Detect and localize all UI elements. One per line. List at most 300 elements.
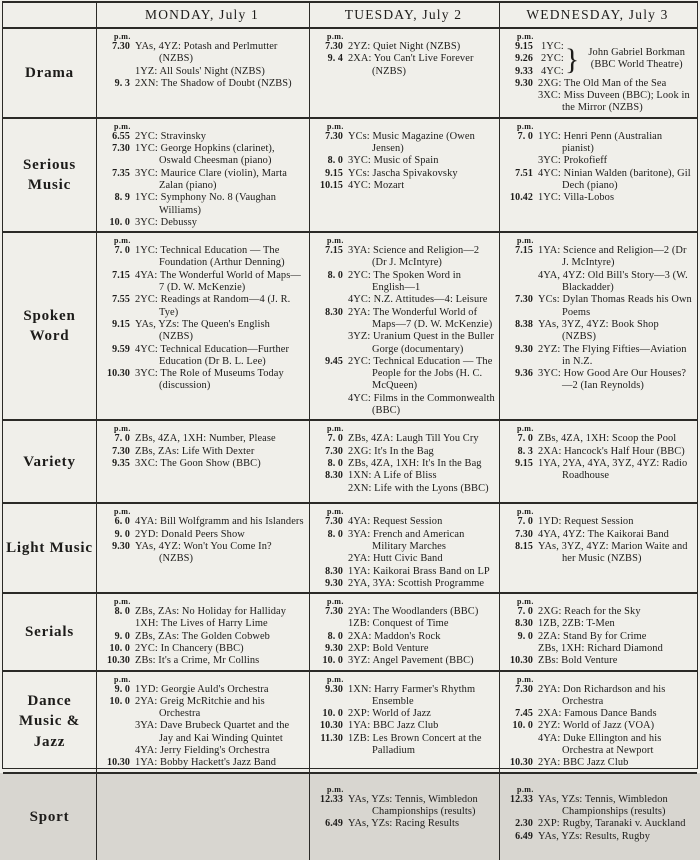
programme-entry	[502, 757, 693, 769]
programme-text: ZBs, ZAs: Life With Dexter	[135, 445, 255, 457]
entry-group-line	[502, 53, 564, 65]
category-row-sport	[3, 774, 697, 860]
programme-time: 8. 0	[327, 155, 343, 167]
programme-entry	[502, 319, 693, 344]
programme-entry	[99, 294, 305, 319]
category-label-sport	[3, 774, 97, 860]
programme-text: 2YA: Greig McRitchie and his Orchestra	[135, 695, 265, 720]
programme-entry	[99, 78, 305, 90]
schedule-cell-sport-day3	[500, 774, 697, 860]
header-row	[3, 3, 697, 29]
programme-entry	[502, 446, 693, 458]
programme-text: 1YD: Request Session	[538, 516, 634, 528]
programme-text: 2YC: The Spoken Word in English—1	[348, 269, 462, 294]
period-label: p.m.	[517, 236, 534, 246]
programme-entry	[312, 655, 495, 667]
programme-text: 3YA: French and American Military Marches	[348, 528, 465, 552]
corner-cell	[3, 3, 97, 27]
schedule-cell-serious-music-day1	[97, 119, 310, 231]
period-label: p.m.	[517, 597, 534, 607]
programme-text: 2XG: Reach for the Sky	[538, 606, 641, 618]
programme-time: 9. 0	[517, 630, 533, 642]
programme-time: 10.30	[107, 368, 130, 380]
programme-text: 3XC: The Goon Show (BBC)	[135, 457, 261, 469]
programme-time: 10.30	[510, 757, 533, 769]
programme-entry	[99, 745, 305, 757]
programme-time: 12.33	[320, 793, 343, 805]
programme-text: 1YC: Villa-Lobos	[538, 192, 615, 204]
schedule-cell-variety-day1	[97, 421, 310, 502]
programme-time: 8.38	[515, 318, 533, 330]
programme-time	[312, 618, 348, 630]
programme-time: 9. 0	[114, 630, 130, 642]
programme-entry	[502, 78, 693, 90]
programme-entry	[312, 733, 495, 758]
programme-text: 3YA: Science and Religion—2 (Dr J. McIntyre)	[348, 245, 480, 269]
programme-entry	[99, 606, 305, 618]
programme-time: 6.49	[515, 830, 533, 842]
programme-text: 2XG: It's In the Bag	[348, 445, 434, 457]
category-row-spoken-word	[3, 233, 697, 421]
programme-entry	[99, 655, 305, 667]
programme-entry	[312, 155, 495, 167]
programme-time: 9.15	[515, 457, 533, 469]
programme-time: 12.33	[510, 793, 533, 805]
programme-text: 4YA: Duke Ellington and his Orchestra at Newport	[538, 732, 662, 757]
programme-entry	[312, 818, 495, 830]
programme-time: 7.30	[515, 528, 533, 540]
programme-time	[99, 720, 135, 745]
programme-text: 3YA: Dave Brubeck Quartet and the Jay and Kai Winding Quintet	[135, 720, 290, 744]
programme-time: 7.30	[112, 143, 130, 155]
programme-time: 2.30	[515, 818, 533, 830]
schedule-cell-light-music-day1	[97, 504, 310, 592]
period-label: p.m.	[327, 32, 344, 41]
programme-time: 10.30	[320, 720, 343, 732]
programme-text: 2YC: Technical Education — The People for the Jobs (H. C. McQueen)	[348, 355, 493, 392]
category-row-variety	[3, 421, 697, 504]
programme-time: 8. 0	[114, 606, 130, 618]
programme-text: 1XH: The Lives of Harry Lime	[135, 618, 268, 630]
programme-time: 7. 0	[114, 433, 130, 445]
schedule-table	[2, 1, 698, 842]
period-label: p.m.	[517, 32, 534, 41]
programme-entry	[99, 433, 305, 445]
programme-time	[502, 155, 538, 167]
programme-text: 3YC: How Good Are Our Houses?—2 (Ian Reynolds)	[538, 368, 687, 392]
programme-text: ZBs, 4ZA, 1XH: It's In the Bag	[348, 457, 482, 469]
programme-entry	[502, 529, 693, 541]
schedule-cell-spoken-word-day1	[97, 233, 310, 419]
programme-entry	[502, 818, 693, 830]
category-label-text: Serious Music	[22, 156, 77, 193]
programme-entry	[312, 516, 495, 528]
programme-entry	[312, 433, 495, 445]
programme-time: 7.30	[325, 41, 343, 52]
programme-entry	[312, 708, 495, 720]
programme-entry	[502, 684, 693, 709]
programme-entry	[502, 541, 693, 566]
programme-entry	[312, 618, 495, 630]
programme-text: 4YA: The Wonderful World of Maps—7 (D. W. McKenzie)	[135, 269, 301, 294]
programme-entry	[502, 458, 693, 483]
programme-text: 1XN: A Life of Bliss	[348, 470, 437, 482]
programme-entry	[502, 368, 693, 393]
programme-entry	[312, 245, 495, 270]
programme-text: 2XP: World of Jazz	[348, 708, 432, 720]
programme-time: 8. 9	[114, 192, 130, 204]
programme-entry	[312, 53, 495, 78]
programme-time: 9.15	[515, 41, 533, 52]
programme-time: 7. 0	[517, 516, 533, 528]
category-row-serials	[3, 594, 697, 671]
programme-entry	[312, 470, 495, 482]
programme-text: 1YA, 2YA, 4YA, 3YZ, 4YZ: Radio Roadhouse	[538, 457, 688, 482]
programme-time	[502, 90, 538, 115]
programme-text: 3XC: Miss Duveen (BBC); Look in the Mirror (NZBS)	[538, 90, 690, 114]
programme-entry	[312, 446, 495, 458]
programme-entry	[502, 245, 693, 270]
programme-entry	[502, 90, 693, 115]
period-label: p.m.	[114, 32, 131, 41]
programme-entry	[99, 643, 305, 655]
period-label: p.m.	[114, 507, 131, 517]
programme-entry	[312, 578, 495, 590]
programme-time	[312, 553, 348, 565]
header-monday: MONDAY, July 1	[97, 3, 310, 27]
programme-entry	[502, 433, 693, 445]
programme-time: 8.30	[325, 565, 343, 577]
programme-time: 9.15	[112, 318, 130, 330]
programme-time: 7.30	[325, 130, 343, 142]
programme-time: 9.30	[325, 683, 343, 695]
programme-time: 10. 0	[322, 708, 343, 720]
programme-time: 10.30	[510, 655, 533, 667]
programme-time: 7.15	[325, 245, 343, 257]
programme-entry-group	[502, 41, 693, 78]
programme-text: 2YA: Don Richardson and his Orchestra	[538, 683, 666, 707]
programme-time: 9.45	[325, 355, 343, 367]
programme-text: 2YZ: Quiet Night (NZBS)	[348, 41, 461, 52]
programme-text: 2XA: Maddon's Rock	[348, 630, 441, 642]
category-row-dance-music-jazz	[3, 672, 697, 774]
schedule-cell-variety-day2	[310, 421, 500, 502]
period-label: p.m.	[114, 236, 131, 246]
programme-time: 7.30	[112, 41, 130, 52]
programme-time: 10.15	[320, 179, 343, 191]
programme-time: 7.30	[325, 445, 343, 457]
programme-text: 4YC: Technical Education—Further Education (Dr B. L. Lee)	[135, 343, 290, 367]
schedule-body	[3, 29, 697, 860]
programme-text: 2YC: Stravinsky	[135, 130, 207, 142]
programme-text: 2XA: You Can't Live Forever (NZBS)	[348, 53, 474, 77]
schedule-cell-drama-day2	[310, 29, 500, 117]
programme-text: YAs, YZs: Tennis, Wimbledon Championships (results)	[348, 793, 478, 817]
programme-text: 2YC: In Chancery (BBC)	[135, 642, 244, 654]
category-label-drama	[3, 29, 97, 117]
programme-text: 2XA: Famous Dance Bands	[538, 708, 657, 720]
programme-entry	[99, 143, 305, 168]
programme-entry	[99, 245, 305, 270]
schedule-cell-serials-day2	[310, 594, 500, 669]
programme-text: John Gabriel Borkman (BBC World Theatre)	[588, 47, 686, 71]
programme-entry	[99, 696, 305, 721]
brace-glyph: }	[564, 42, 580, 76]
programme-entry	[502, 720, 693, 732]
programme-time	[312, 483, 348, 495]
programme-entry	[312, 631, 495, 643]
programme-entry	[502, 168, 693, 193]
header-wednesday: WEDNESDAY, July 3	[526, 6, 669, 22]
period-label: p.m.	[327, 507, 344, 517]
programme-text: ZBs: It's a Crime, Mr Collins	[135, 655, 260, 667]
programme-entry	[99, 41, 305, 66]
category-label-text: Serials	[25, 623, 74, 640]
programme-text: 3YC: Prokofieff	[538, 155, 608, 167]
category-label-variety	[3, 421, 97, 502]
category-row-serious-music	[3, 119, 697, 233]
programme-entry	[312, 331, 495, 356]
programme-text: 1YD: Georgie Auld's Orchestra	[135, 683, 269, 695]
programme-time	[99, 618, 135, 630]
programme-text: 3YZ: Uranium Quest in the Buller Gorge (documentary)	[348, 331, 495, 355]
programme-entry	[99, 217, 305, 229]
programme-text: 2XA: Hancock's Half Hour (BBC)	[538, 445, 685, 457]
programme-entry	[312, 458, 495, 470]
programme-text: YAs, 4YZ: Won't You Come In? (NZBS)	[135, 540, 272, 565]
programme-time	[502, 270, 538, 295]
category-label-spoken-word	[3, 233, 97, 419]
schedule-cell-spoken-word-day2	[310, 233, 500, 419]
period-label: p.m.	[327, 784, 344, 794]
programme-entry	[99, 446, 305, 458]
programme-entry	[502, 155, 693, 167]
programme-time: 7.30	[325, 606, 343, 618]
programme-time: 8. 0	[327, 269, 343, 281]
programme-entry	[99, 516, 305, 528]
programme-text: 3YC: Debussy	[135, 216, 198, 228]
programme-time: 10. 0	[512, 720, 533, 732]
programme-entry	[99, 368, 305, 393]
programme-time: 9.30	[325, 642, 343, 654]
schedule-cell-serials-day3	[500, 594, 697, 669]
programme-entry	[502, 733, 693, 758]
programme-text: ZBs, 4ZA: Laugh Till You Cry	[348, 433, 479, 445]
programme-entry	[312, 294, 495, 306]
programme-text: 1ZB: Conquest of Time	[348, 618, 449, 630]
programme-entry	[312, 794, 495, 819]
programme-entry	[502, 708, 693, 720]
programme-entry	[99, 344, 305, 369]
programme-text: 4YA, 4YZ: The Kaikorai Band	[538, 528, 669, 540]
programme-text: ZBs, 4ZA, 1XH: Scoop the Pool	[538, 433, 677, 445]
period-label: p.m.	[114, 597, 131, 607]
programme-text: YAs, YZs: Racing Results	[348, 818, 460, 830]
programme-time: 7.51	[515, 167, 533, 179]
category-label-text: Light Music	[6, 540, 93, 557]
programme-time	[312, 294, 348, 306]
programme-entry	[312, 41, 495, 53]
programme-text: 4YA: Bill Wolfgramm and his Islanders	[135, 516, 304, 528]
programme-time: 10.30	[107, 757, 130, 769]
programme-entry	[312, 393, 495, 418]
programme-time: 8. 3	[517, 445, 533, 457]
category-label-text: Variety	[23, 453, 76, 470]
category-label-text: Sport	[29, 808, 70, 825]
programme-text: YAs, 4YZ: Potash and Perlmutter (NZBS)	[135, 41, 278, 65]
programme-text: YAs, YZs: Results, Rugby	[538, 830, 650, 842]
programme-time: 6. 0	[114, 516, 130, 528]
programme-entry	[99, 270, 305, 295]
programme-text: 1YC: George Hopkins (clarinet), Oswald Cheesman (piano)	[135, 143, 275, 167]
programme-text: YAs, 3YZ, 4YZ: Marion Waite and her Music (NZBS)	[538, 540, 688, 565]
programme-entry	[99, 168, 305, 193]
programme-entry	[312, 553, 495, 565]
programme-entry	[312, 307, 495, 332]
programme-text: ZBs, 1XH: Richard Diamond	[538, 642, 663, 654]
category-label-text: Drama	[25, 64, 74, 81]
programme-entry	[502, 516, 693, 528]
programme-entry	[502, 192, 693, 204]
schedule-cell-dance-music-jazz-day2	[310, 672, 500, 772]
programme-text: 4YA: Jerry Fielding's Orchestra	[135, 745, 270, 757]
programme-text: 4YC: Mozart	[348, 179, 405, 191]
category-row-drama	[3, 29, 697, 119]
category-row-light-music	[3, 504, 697, 594]
programme-time: 7. 0	[327, 433, 343, 445]
programme-entry	[502, 606, 693, 618]
programme-text: 1ZB, 2ZB: T-Men	[538, 618, 615, 630]
programme-time: 9.33	[515, 65, 533, 77]
programme-entry	[312, 643, 495, 655]
programme-time: 9.59	[112, 343, 130, 355]
programme-time: 9.15	[325, 167, 343, 179]
programme-entry	[99, 757, 305, 769]
schedule-cell-serious-music-day3	[500, 119, 697, 231]
period-label: p.m.	[114, 424, 131, 434]
schedule-cell-dance-music-jazz-day3	[500, 672, 697, 772]
station-label: 4YC:	[541, 65, 564, 77]
programme-entry	[99, 720, 305, 745]
programme-entry	[312, 606, 495, 618]
programme-text: 3YC: Music of Spain	[348, 155, 439, 167]
category-label-dance-music-jazz	[3, 672, 97, 772]
entry-group-line	[502, 66, 564, 78]
category-label-text: Spoken Word	[23, 307, 76, 345]
programme-entry	[312, 529, 495, 554]
programme-time: 6.49	[325, 818, 343, 830]
programme-text: 3YC: Maurice Clare (violin), Marta Zalan (piano)	[135, 167, 287, 191]
programme-entry	[312, 270, 495, 295]
programme-text: ZBs: Bold Venture	[538, 655, 618, 667]
programme-time: 7. 0	[517, 130, 533, 142]
period-label: p.m.	[327, 597, 344, 607]
category-label-serials	[3, 594, 97, 669]
programme-time: 10.30	[107, 655, 130, 667]
programme-text: 2YA, 3YA: Scottish Programme	[348, 577, 485, 589]
programme-text: 2YC: Readings at Random—4 (J. R. Tye)	[135, 294, 291, 318]
programme-time	[312, 331, 348, 356]
programme-entry	[502, 631, 693, 643]
programme-time: 9.30	[112, 540, 130, 552]
programme-entry	[312, 483, 495, 495]
programme-time: 7. 0	[114, 245, 130, 257]
period-label: p.m.	[327, 674, 344, 684]
programme-entry	[99, 631, 305, 643]
programme-entry	[502, 344, 693, 369]
programme-time: 6.55	[112, 130, 130, 142]
programme-text: YAs, YZs: The Queen's English (NZBS)	[135, 318, 270, 343]
programme-time: 9.35	[112, 457, 130, 469]
programme-entry	[312, 684, 495, 709]
programme-text: YCs: Dylan Thomas Reads his Own Poems	[538, 294, 692, 318]
programme-time	[312, 393, 348, 418]
programme-entry	[99, 618, 305, 630]
programme-entry	[502, 618, 693, 630]
programme-time: 10.42	[510, 192, 533, 204]
programme-text: 4YC: Films in the Commonwealth (BBC)	[348, 392, 495, 417]
programme-entry	[99, 131, 305, 143]
programme-time: 7.45	[515, 708, 533, 720]
programme-entry	[99, 684, 305, 696]
programme-entry	[99, 529, 305, 541]
programme-time: 10. 0	[109, 695, 130, 707]
schedule-cell-variety-day3	[500, 421, 697, 502]
programme-text: 1ZB: Les Brown Concert at the Palladium	[348, 732, 482, 757]
programme-entry	[99, 192, 305, 217]
programme-entry	[99, 319, 305, 344]
programme-time	[502, 643, 538, 655]
programme-entry	[502, 655, 693, 667]
programme-time: 7. 0	[517, 606, 533, 618]
entry-group-times	[502, 41, 564, 78]
programme-time: 10. 0	[322, 655, 343, 667]
programme-text: 1YC: Symphony No. 8 (Vaughan Williams)	[135, 192, 277, 216]
programme-time	[502, 733, 538, 758]
programme-time: 11.30	[320, 732, 343, 744]
station-label: 2YC:	[541, 53, 564, 65]
programme-text: ZBs, ZAs: The Golden Cobweb	[135, 630, 270, 642]
category-label-text: Dance Music & Jazz	[18, 693, 80, 750]
programme-entry	[312, 720, 495, 732]
programme-time: 8. 0	[327, 457, 343, 469]
programme-text: 2YA: BBC Jazz Club	[538, 757, 629, 769]
programme-entry	[312, 131, 495, 156]
period-label: p.m.	[327, 236, 344, 246]
programme-time: 9.30	[515, 77, 533, 89]
programme-entry	[502, 794, 693, 819]
programme-time: 9.30	[515, 343, 533, 355]
programme-text: 2XP: Bold Venture	[348, 642, 429, 654]
schedule-cell-drama-day3	[500, 29, 697, 117]
category-label-light-music	[3, 504, 97, 592]
programme-entry	[99, 66, 305, 78]
schedule-cell-sport-day2	[310, 774, 500, 860]
programme-entry	[502, 131, 693, 156]
programme-time: 7. 0	[517, 433, 533, 445]
programme-text: 3YC: The Role of Museums Today (discussion)	[135, 368, 284, 392]
programme-entry	[312, 566, 495, 578]
programme-text: 1YA: Science and Religion—2 (Dr J. McIntyre)	[538, 245, 687, 269]
programme-text: 2XN: The Shadow of Doubt (NZBS)	[135, 77, 292, 89]
programme-time: 7.30	[515, 683, 533, 695]
programme-time: 7.30	[515, 294, 533, 306]
programme-text: YAs, 3YZ, 4YZ: Book Shop (NZBS)	[538, 318, 659, 343]
station-label: 1YC:	[541, 41, 564, 52]
programme-text: ZBs, ZAs: No Holiday for Halliday	[135, 606, 287, 618]
schedule-cell-serious-music-day2	[310, 119, 500, 231]
programme-text: 4YA, 4YZ: Old Bill's Story—3 (W. Blackadder)	[538, 269, 688, 294]
